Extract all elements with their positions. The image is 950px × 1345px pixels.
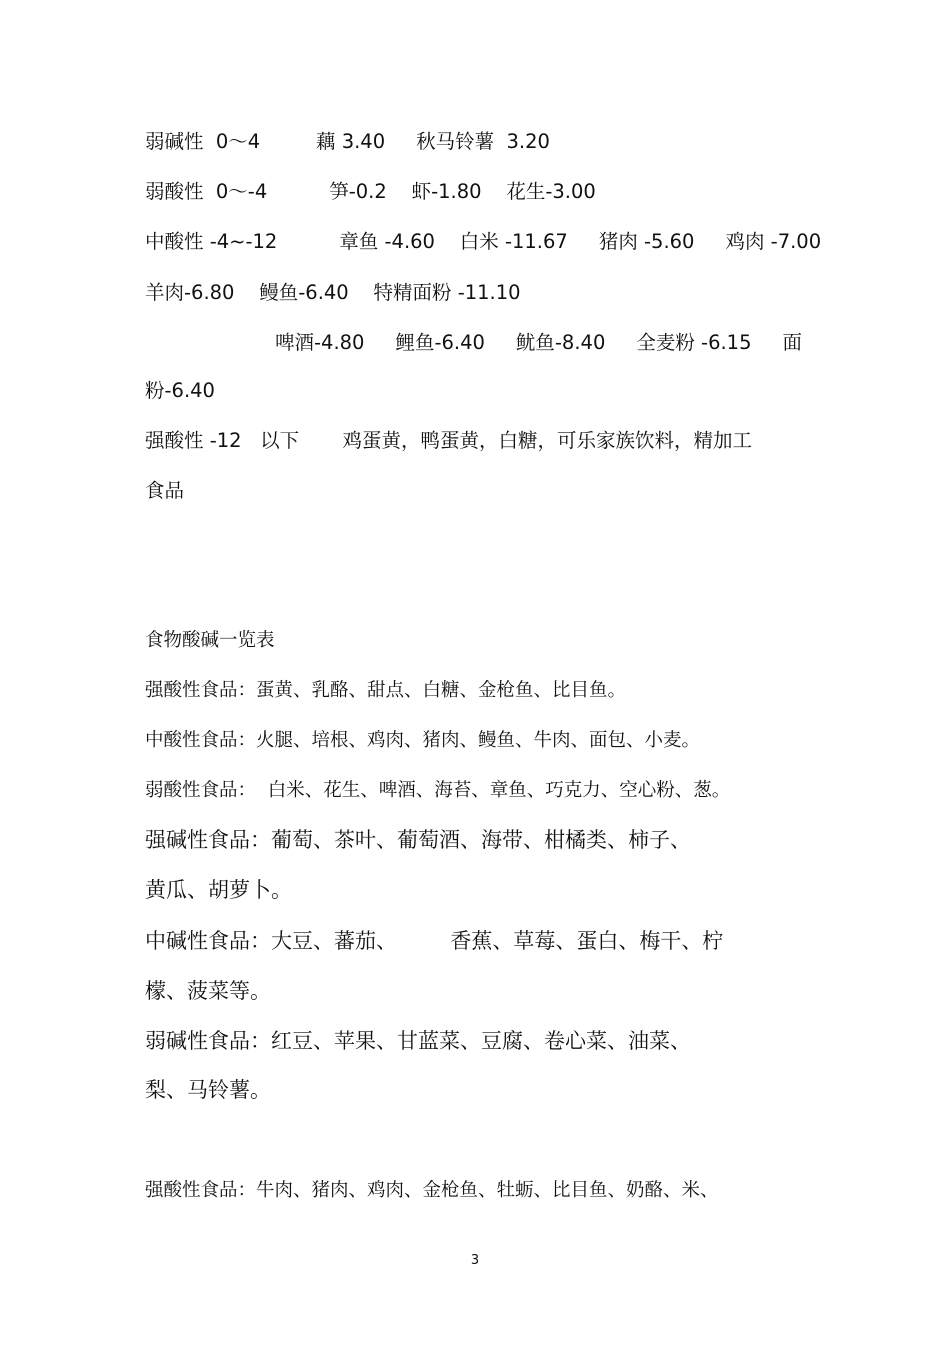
text-line-medium-acid-foods: 中酸性食品：火腿、培根、鸡肉、猪肉、鳗鱼、牛肉、面包、小麦。 xyxy=(145,730,701,751)
text-line-beer-values: 啤酒-4.80 鲤鱼-6.40 鱿鱼-8.40 全麦粉 -6.15 面 xyxy=(275,331,802,354)
text-line-medium-alkaline-foods-cont: 檬、菠菜等。 xyxy=(145,979,271,1003)
text-line-weak-alkaline-foods-cont: 梨、马铃薯。 xyxy=(145,1078,271,1102)
text-line-weak-alkaline-foods: 弱碱性食品：红豆、苹果、甘蓝菜、豆腐、卷心菜、油菜、 xyxy=(145,1029,691,1053)
text-line-strong-acid-values: 强酸性 -12 以下 鸡蛋黄，鸭蛋黄，白糖，可乐家族饮料，精加工 xyxy=(145,429,753,452)
text-line-strong-alkaline-foods: 强碱性食品：葡萄、茶叶、葡萄酒、海带、柑橘类、柿子、 xyxy=(145,828,691,852)
text-line-weak-acid-foods: 弱酸性食品： 白米、花生、啤酒、海苔、章鱼、巧克力、空心粉、葱。 xyxy=(145,780,731,801)
section-title: 食物酸碱一览表 xyxy=(145,630,275,651)
text-line-medium-alkaline-foods: 中碱性食品：大豆、蕃茄、 香蕉、草莓、蛋白、梅干、柠 xyxy=(145,929,724,953)
text-line-flour-value: 粉-6.40 xyxy=(145,379,215,402)
text-line-strong-acid-values-cont: 食品 xyxy=(145,479,185,502)
text-line-medium-acid-values-cont: 羊肉-6.80 鳗鱼-6.40 特精面粉 -11.10 xyxy=(145,281,521,304)
page-number: 3 xyxy=(470,1253,480,1268)
text-line-medium-acid-values: 中酸性 -4~-12 章鱼 -4.60 白米 -11.67 猪肉 -5.60 鸡肉 -7.00 xyxy=(145,230,822,253)
text-line-strong-acid-foods: 强酸性食品：蛋黄、乳酪、甜点、白糖、金枪鱼、比目鱼。 xyxy=(145,680,627,701)
text-line-weak-alkaline-values: 弱碱性 0～4 藕 3.40 秋马铃薯 3.20 xyxy=(145,130,550,153)
text-line-weak-acid-values: 弱酸性 0～-4 笋-0.2 虾-1.80 花生-3.00 xyxy=(145,180,596,203)
text-line-strong-acid-foods-2: 强酸性食品：牛肉、猪肉、鸡肉、金枪鱼、牡蛎、比目鱼、奶酪、米、 xyxy=(145,1180,719,1201)
text-line-strong-alkaline-foods-cont: 黄瓜、胡萝卜。 xyxy=(145,878,292,902)
